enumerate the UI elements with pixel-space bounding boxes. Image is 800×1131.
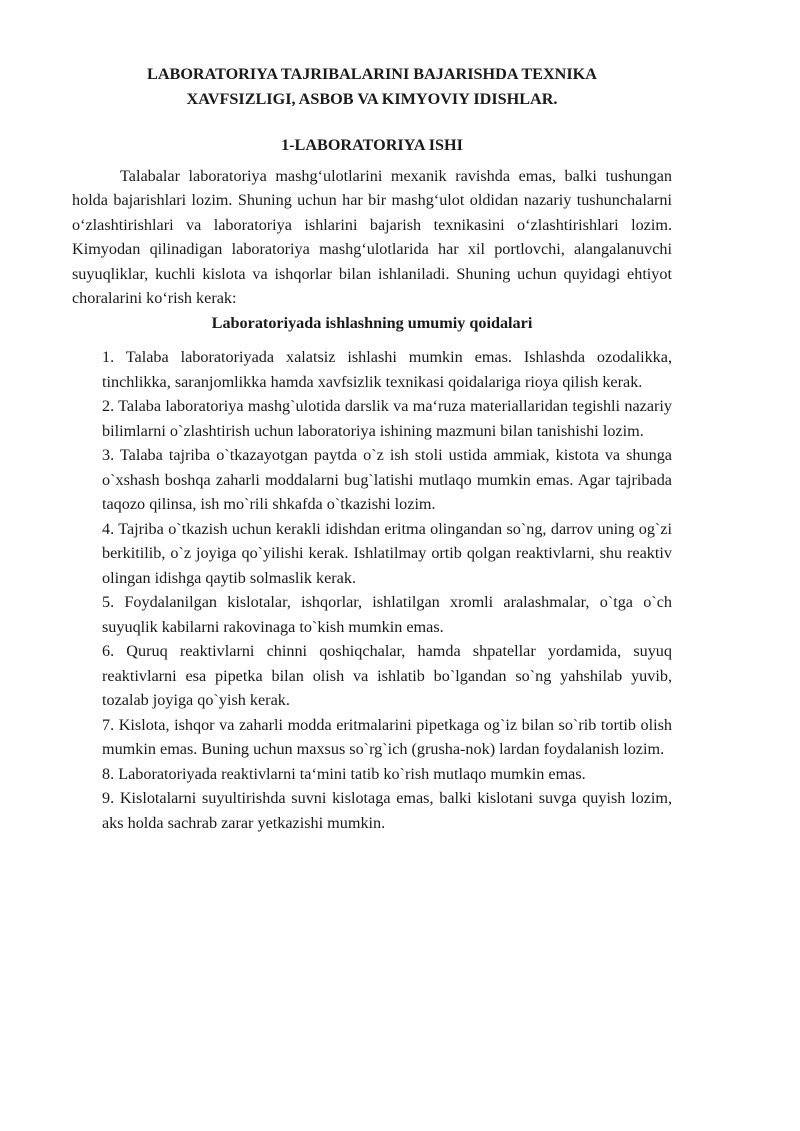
rule-item: 8. Laboratoriyada reaktivlarni ta‘mini tatib ko`rish mutlaqo mumkin emas. (102, 764, 586, 783)
rules-list (72, 345, 672, 835)
document-title (72, 62, 672, 111)
rules-heading: Laboratoriyada ishlashning umumiy qoidalari (211, 313, 533, 332)
rule-item: 4. Tajriba o`tkazish uchun kerakli idishdan eritma olingandan so`ng, darrov uning og`zi berkitilib, o`z joyiga qo`yilishi kerak. Ishlatilmay ortib qolgan reaktivlarni, shu reaktiv olingan idishga qaytib solmaslik kerak. (102, 519, 672, 587)
title-line-1: LABORATORIYA TAJRIBALARINI BAJARISHDA TEXNIKA (147, 65, 597, 83)
rule-item: 6. Quruq reaktivlarni chinni qoshiqchalar, hamda shpatellar yordamida, suyuq reaktivlarni esa pipetka bilan olish va ishlatib bo`lgandan so`ng yahshilab yuvib, tozalab joyiga qo`yish kerak. (102, 642, 672, 709)
intro-paragraph: Talabalar laboratoriya mashg‘ulotlarini mexanik ravishda emas, balki tushungan holda bajarishlari lozim. Shuning uchun har bir mashg‘ulot oldidan nazariy tushunchalarni o‘zlashtirishlari va laboratoriya ishlarini bajarish texnikasini o‘zlashtirishlari lozim. Kimyodan qilinadigan laboratoriya mashg‘ulotlarida har xil portlovchi, alangalanuvchi suyuqliklar, kuchli kislota va ishqorlar bilan ishlaniladi. Shuning uchun quyidagi ehtiyot choralarini ko‘rish kerak: (72, 166, 672, 307)
rule-item: 3. Talaba tajriba o`tkazayotgan paytda o`z ish stoli ustida ammiak, kistota va shunga o`xshash boshqa zaharli moddalarni bug`latishi mutlaqo mumkin emas. Agar tajribada taqozo qilinsa, ish mo`rili shkafda o`tkazishi lozim. (102, 446, 672, 513)
lab-title: 1-LABORATORIYA ISHI (281, 136, 463, 154)
rule-item: 2. Talaba laboratoriya mashg`ulotida darslik va ma‘ruza materiallaridan tegishli nazariy bilimlarni o`zlashtirish uchun laboratoriya ishining mazmuni bilan tanishishi lozim. (102, 397, 672, 440)
document-page (72, 62, 672, 835)
rule-item: 9. Kislotalarni suyultirishda suvni kislotaga emas, balki kislotani suvga quyish lozim, aks holda sachrab zarar yetkazishi mumkin. (102, 789, 672, 832)
rule-item: 1. Talaba laboratoriyada xalatsiz ishlashi mumkin emas. Ishlashda ozodalikka, tinchlikka, saranjomlikka hamda xavfsizlik texnikasi qoidalariga rioya qilish kerak. (102, 348, 672, 391)
rule-item: 7. Kislota, ishqor va zaharli modda eritmalarini pipetkaga og`iz bilan so`rib tortib olish mumkin emas. Buning uchun maxsus so`rg`ich (grusha-nok) lardan foydalanish lozim. (102, 715, 672, 758)
title-line-2: XAVFSIZLIGI, ASBOB VA KIMYOVIY IDISHLAR. (186, 89, 558, 108)
rule-item: 5. Foydalanilgan kislotalar, ishqorlar, ishlatilgan xromli aralashmalar, o`tga o`ch suyuqlik kabilarni rakovinaga to`kish mumkin emas. (102, 593, 672, 636)
